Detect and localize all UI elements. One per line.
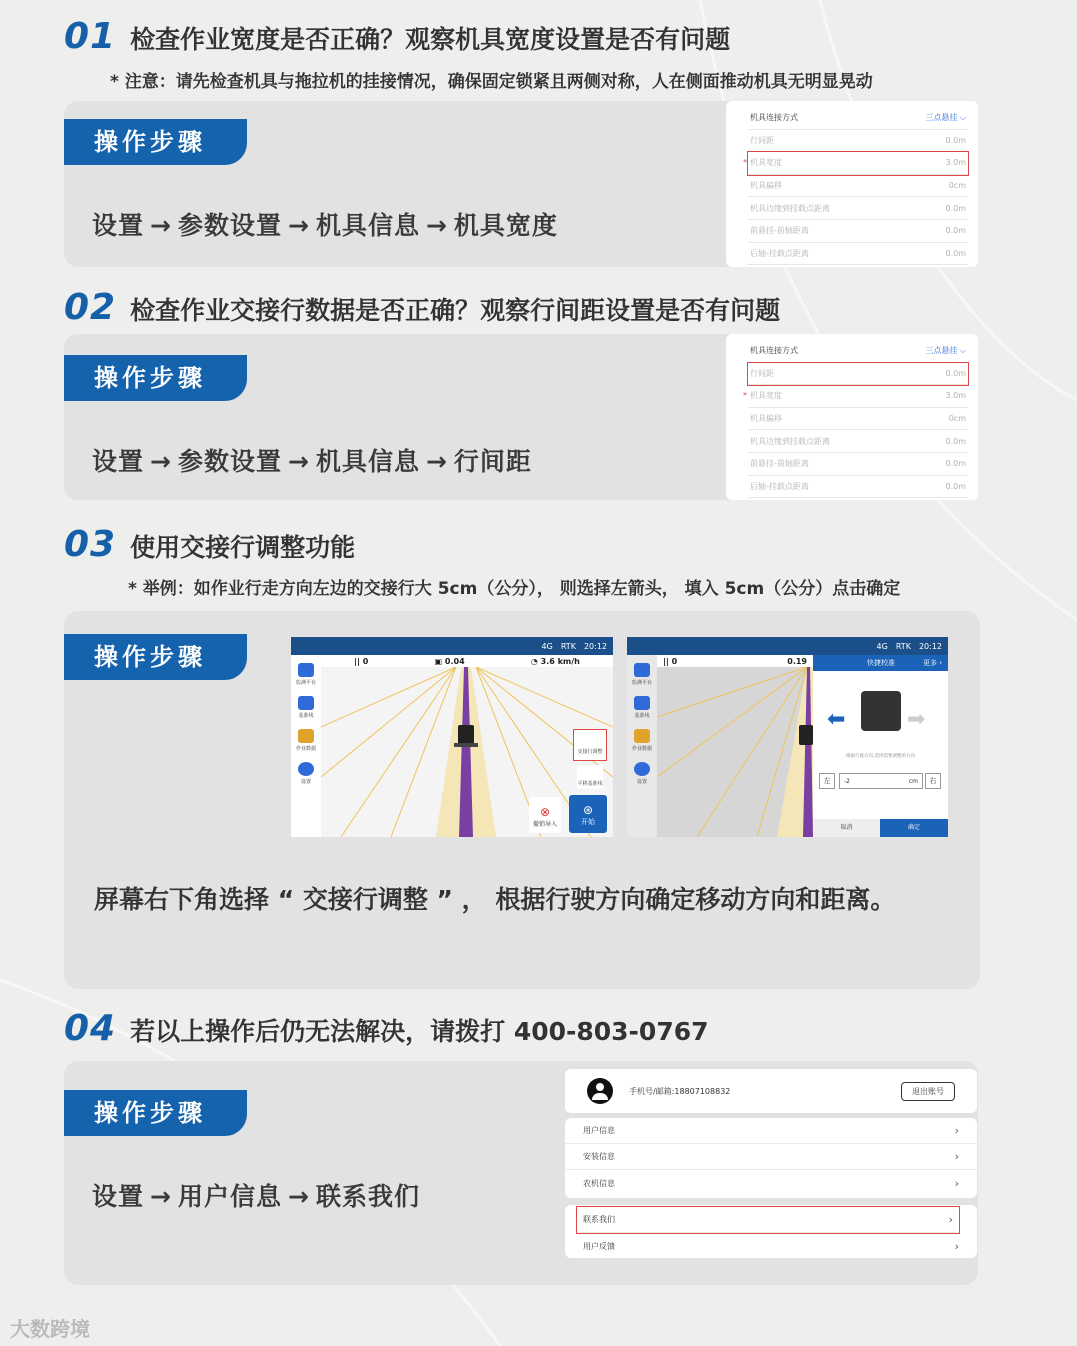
undo-import-button[interactable]: ⊗ 撤销导入 [529,797,561,833]
section-4-path [92,1177,420,1213]
user-menu-group-1 [565,1118,977,1198]
location-pin-icon [634,696,650,710]
quick-calibration-panel [813,655,948,837]
section-3-description: 屏幕右下角选择 “ 交接行调整 ” ， 根据行驶方向确定移动方向和距离。 [94,885,896,914]
path-item: 参数设置 [177,211,282,240]
arrow-icon: → [287,1182,310,1211]
section-1-title: 检查作业宽度是否正确？观察机具宽度设置是否有问题 [130,25,731,54]
param-header-value: 三点悬挂 ⌵ [925,113,966,123]
steering-wheel-icon: ⊛ [582,803,594,817]
section-4-number: 04 [64,1008,117,1049]
param-row-offset[interactable]: 机具偏移 0cm [748,175,968,198]
section-4-heading [64,1008,709,1049]
sidebar-data-item[interactable]: 作业数据 [632,729,652,752]
calib-sidebar [627,655,657,837]
gear-icon [298,762,314,776]
param-header-row[interactable] [748,107,968,130]
confirm-button[interactable]: 确定 [880,819,948,837]
location-pin-icon [298,696,314,710]
param-header-label: 机具连接方式 [750,346,798,356]
section-1-note: * 注意：请先检查机具与拖拉机的挂接情况，确保固定锁紧且两侧对称，人在侧面推动机具无明显晃动 [110,72,873,92]
param-header-value: 三点悬挂 ⌵ [925,346,966,356]
right-button[interactable]: 右 [925,773,941,789]
param-row-edge-distance[interactable]: 机具边缘到挂载点距离 0.0m [748,430,968,453]
param-row-implement-width[interactable]: * 机具宽度 3.0m [748,152,968,175]
param-card-1 [726,101,978,267]
section-2-heading [64,287,780,328]
param-header-row[interactable] [748,340,968,363]
path-item: 机具信息 [315,211,420,240]
arrow-left-icon[interactable]: ⬅ [827,707,846,732]
nav-sidebar [291,655,321,837]
path-item: 联系我们 [315,1182,420,1211]
navigation-screenshot [291,637,613,837]
section-3-heading [64,524,355,565]
param-header-label: 机具连接方式 [750,113,798,123]
sidebar-baseline-item[interactable]: 基准线 [298,696,314,719]
avatar-icon [587,1078,613,1104]
adjust-row-button[interactable]: 交接行调整 [573,729,607,761]
section-2-title: 检查作业交接行数据是否正确？观察行间距设置是否有问题 [130,296,781,325]
chevron-right-icon: › [954,1124,959,1137]
watermark: 大数跨境 [10,1317,90,1341]
path-item: 参数设置 [177,447,282,476]
section-1-heading [64,16,730,57]
param-row-row-spacing[interactable]: 行间距 0.0m [748,363,968,386]
start-button[interactable]: ⊛ 开始 [569,795,607,833]
sidebar-baseline-item[interactable]: 基准线 [634,696,650,719]
chevron-right-icon: › [954,1176,959,1190]
path-item: 设置 [92,1182,145,1211]
arrow-icon: → [150,211,172,240]
path-item: 用户信息 [177,1182,282,1211]
sidebar-data-item[interactable]: 作业数据 [296,729,316,752]
section-4-title: 若以上操作后仍无法解决，请拨打 400-803-0767 [130,1017,709,1046]
sidebar-monitor-item[interactable]: 监测平台 [296,663,316,686]
calib-panel-title: 快捷校准 [867,659,895,667]
param-row-edge-distance[interactable]: 机具边缘到挂载点距离 0.0m [748,197,968,220]
sidebar-settings-item[interactable]: 设置 [634,762,650,785]
offset-input[interactable]: -2 cm [839,773,923,789]
arrow-icon: → [425,447,448,476]
param-row-offset[interactable]: 机具偏移 0cm [748,408,968,431]
gear-icon [634,762,650,776]
param-row-front-axle[interactable]: 前悬挂-前轴距离 0.0m [748,453,968,476]
chevron-right-icon: › [948,1213,953,1226]
param-row-implement-width[interactable]: * 机具宽度 3.0m [748,385,968,408]
path-item: 行间距 [453,447,532,476]
section-1-number: 01 [64,16,117,57]
tractor-icon [861,691,901,731]
chevron-right-icon: › [954,1150,959,1163]
path-item: 机具宽度 [453,211,558,240]
section-2-number: 02 [64,287,117,328]
section-1-path [92,206,558,242]
status-bar: 4G RTK 20:12 [291,637,613,655]
sidebar-monitor-item[interactable]: 监测平台 [632,663,652,686]
arrow-icon: → [287,211,310,240]
close-icon: ⊗ [539,805,551,819]
menu-contact-us[interactable]: 联系我们 › [577,1207,959,1233]
section-1-step-ribbon: 操作步骤 [64,119,247,165]
path-item: 机具信息 [315,447,420,476]
section-4-step-ribbon: 操作步骤 [64,1090,247,1136]
guidance-field [657,667,813,837]
bar-chart-icon [298,729,314,743]
bar-chart-icon [634,729,650,743]
status-bar: 4G RTK 20:12 [627,637,948,655]
sidebar-settings-item[interactable]: 设置 [298,762,314,785]
more-link[interactable]: 更多 › [922,659,942,667]
menu-user-info[interactable]: 用户信息 › [565,1118,977,1144]
shift-baseline-button[interactable]: 平移基准线 [577,765,603,789]
arrow-right-icon[interactable]: ➡ [907,707,926,732]
menu-install-info[interactable]: 安装信息 › [565,1144,977,1170]
logout-button[interactable]: 退出账号 [901,1082,955,1101]
arrow-icon: → [150,1182,172,1211]
user-menu-group-2 [565,1205,977,1258]
param-row-rear-axle[interactable]: 后轴-挂载点距离 0.0m [748,476,968,499]
param-row-rear-axle[interactable]: 后轴-挂载点距离 0.0m [748,243,968,266]
arrow-icon: → [287,447,310,476]
monitor-icon [298,663,314,677]
nav-info-bar: || 0 ▣ 0.04 ◔ 3.6 km/h [321,655,613,667]
menu-feedback[interactable]: 用户反馈 › [583,1239,959,1253]
section-3-note: * 举例：如作业行走方向左边的交接行大 5cm（公分）， 则选择左箭头， 填入 5cm（公分）点击确定 [128,579,901,599]
calib-hint: 根据行驶方向,选择需要调整的方向 [846,754,915,759]
phone-label: 手机号/邮箱:18807108832 [629,1086,731,1096]
user-profile-card [565,1069,977,1113]
section-3-title: 使用交接行调整功能 [130,533,356,562]
calib-info-bar: || 0 0.19 [657,655,813,667]
section-2-path [92,442,532,478]
arrow-icon: → [425,211,448,240]
path-item: 设置 [92,447,145,476]
arrow-icon: → [150,447,172,476]
param-row-front-axle[interactable]: 前悬挂-前轴距离 0.0m [748,220,968,243]
left-button[interactable]: 左 [819,773,835,789]
cancel-button[interactable]: 取消 [813,819,880,837]
param-card-2 [726,334,978,500]
chevron-right-icon: › [954,1239,959,1253]
section-2-step-ribbon: 操作步骤 [64,355,247,401]
path-item: 设置 [92,211,145,240]
menu-machine-info[interactable]: 农机信息 › [583,1176,959,1190]
monitor-icon [634,663,650,677]
section-3-number: 03 [64,524,117,565]
calib-panel-header [813,655,948,671]
section-3-step-ribbon: 操作步骤 [64,634,247,680]
param-row-row-spacing[interactable]: 行间距 0.0m [748,130,968,153]
calibration-screenshot [627,637,948,837]
